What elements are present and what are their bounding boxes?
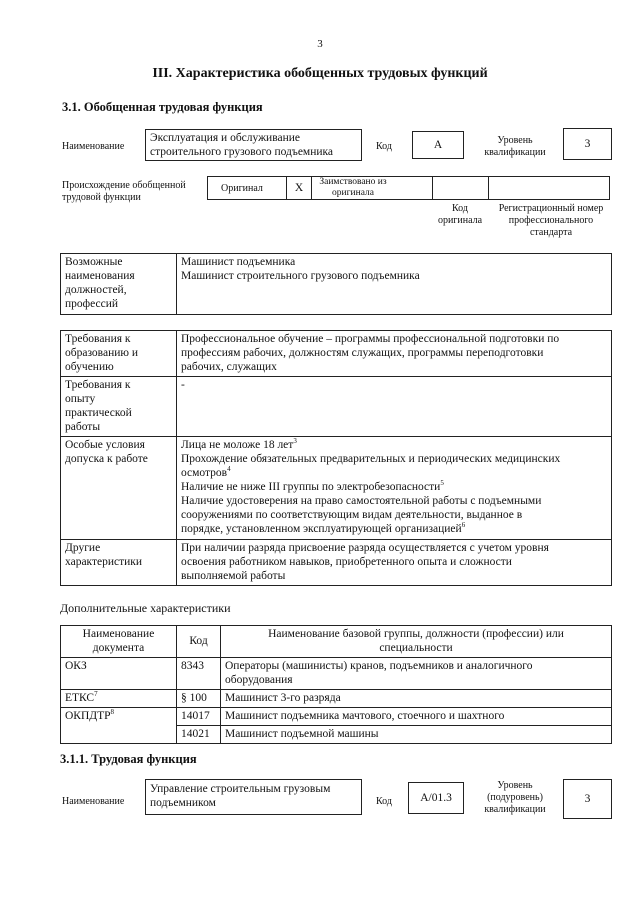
origin-code-divider (432, 176, 489, 200)
row-name: Операторы (машинисты) кранов, подъемников и аналогичного оборудования (221, 658, 612, 690)
positions-label: Возможные наименования должностей, профессий (61, 254, 177, 315)
row-doc: ЕТКС$^7$ (61, 690, 177, 708)
additional-head-name: Наименование базовой группы, должности (профессии) или специальности (221, 626, 612, 658)
row-doc: ОКПДТР$^8$ (61, 708, 177, 744)
row-name: Машинист 3-го разряда (221, 690, 612, 708)
tf-code-label: Код (376, 796, 392, 807)
experience-label: Требования к опыту практической работы (61, 377, 177, 437)
row-code: 14021 (177, 726, 221, 744)
origin-original-label: Оригинал (221, 183, 263, 194)
origin-code-caption: Код оригинала (437, 203, 483, 226)
positions-table (60, 253, 612, 315)
gtf-name-line-1: Эксплуатация и обслуживание (150, 132, 301, 144)
gtf-code-value: A (412, 131, 464, 159)
education-label: Требования к образованию и обучению (61, 331, 177, 377)
additional-head-doc: Наименование документа (61, 626, 177, 658)
origin-borrowed-label: Заимствовано из оригинала (319, 177, 387, 198)
origin-original-mark: X (294, 182, 304, 194)
other-characteristics-value: При наличии разряда присвоение разряда осуществляется с учетом уровня освоения работником навыков, приобретенного опыта и сложности выполняемой работы (177, 540, 612, 586)
tf-level-value: 3 (563, 779, 612, 819)
tf-level-label: Уровень (подуровень) квалификации (484, 780, 546, 815)
other-characteristics-label: Другие характеристики (61, 540, 177, 586)
gtf-code-label: Код (376, 141, 392, 152)
special-condition-medical: осмотров$^4$ (181, 465, 231, 479)
row-doc: ОКЗ (61, 658, 177, 690)
special-conditions-label: Особые условия допуска к работе (61, 437, 177, 540)
row-name: Машинист подъемника мачтового, стоечного и шахтного (221, 708, 612, 726)
origin-label: Происхождение обобщенной трудовой функции (62, 180, 186, 203)
additional-head-code: Код (177, 626, 221, 658)
additional-table (60, 625, 612, 744)
origin-reg-caption: Регистрационный номер профессионального стандарта (498, 203, 604, 238)
table-row (61, 708, 612, 726)
row-code: 14017 (177, 708, 221, 726)
gtf-name-label: Наименование (62, 141, 125, 152)
gtf-name-box (145, 129, 362, 161)
tf-name-box: Управление строительным грузовым подъемником (145, 779, 362, 815)
experience-value: - (177, 377, 612, 437)
origin-box (207, 176, 610, 200)
section-title: III. Характеристика обобщенных трудовых функций (152, 66, 488, 81)
table-row (61, 658, 612, 690)
special-conditions-value: Лица не моложе 18 лет$^3$ Прохождение обязательных предварительных и периодических медицинских осмотров$^4$ Наличие не ниже III группы по электробезопасности$^5$ Наличие удостоверения на право самостоятельной работы с подъемными сооружениями по соответствующим видам деятельности, выданное в порядке, установленном эксплуатирующей организацией$^6$ (177, 437, 612, 540)
education-value: Профессиональное обучение – программы профессиональной подготовки по профессиям рабочих, должностям служащих, программы переподготовки рабочих, служащих (177, 331, 612, 377)
special-condition-electrical: Наличие не ниже III группы по электробезопасности$^5$ (181, 479, 444, 493)
tf-title: 3.1.1. Трудовая функция (60, 752, 197, 766)
row-code: 8343 (177, 658, 221, 690)
page-number: 3 (317, 38, 323, 50)
table-row (61, 690, 612, 708)
gtf-level-value: 3 (563, 128, 612, 160)
row-code: § 100 (177, 690, 221, 708)
gtf-level-label: Уровень квалификации (484, 135, 546, 158)
special-condition-certificate: порядке, установленном эксплуатирующей организацией$^6$ (181, 521, 466, 535)
requirements-table (60, 330, 612, 586)
subsection-title: 3.1. Обобщенная трудовая функция (62, 100, 263, 114)
tf-code-value: A/01.3 (408, 782, 464, 814)
positions-value: Машинист подъемника Машинист строительного грузового подъемника (177, 254, 612, 315)
special-condition-age: Лица не моложе 18 лет$^3$ (181, 437, 297, 451)
tf-name-label: Наименование (62, 796, 125, 807)
gtf-name-line-2: строительного грузового подъемника (150, 146, 334, 158)
row-name: Машинист подъемной машины (221, 726, 612, 744)
additional-title: Дополнительные характеристики (60, 601, 231, 615)
